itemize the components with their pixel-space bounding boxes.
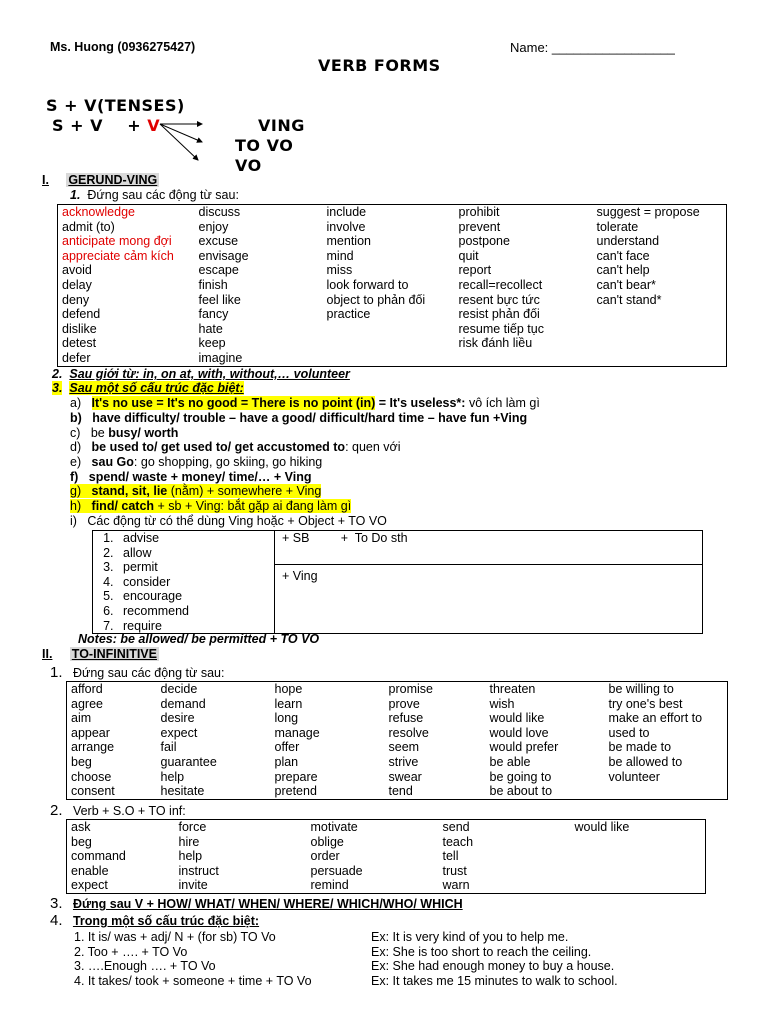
table-cell: oblige	[310, 834, 344, 849]
s2-sub2-number: 2.	[50, 802, 63, 819]
structure-pattern: 2. Too + …. + TO Vo	[74, 944, 188, 959]
g-bold: stand, sit, lie	[91, 484, 168, 498]
pattern-divider	[275, 564, 702, 565]
branch-vo: VO	[235, 156, 262, 175]
s2-sub4-number: 4.	[50, 912, 63, 929]
structure-example: Ex: It takes me 15 minutes to walk to school.	[371, 973, 618, 988]
table-cell: instruct	[178, 863, 219, 878]
table-cell	[323, 322, 455, 337]
table-cell: consent	[71, 784, 115, 799]
table-cell: remind	[310, 878, 349, 893]
table-cell: wish	[489, 696, 515, 711]
sub3-number: 3.	[52, 381, 63, 395]
table-cell: hate	[198, 321, 223, 336]
section-2-title: TO-INFINITIVE	[71, 647, 157, 661]
table-cell: be made to	[608, 740, 672, 755]
formula-second-verb: V	[147, 116, 161, 135]
h-bold: find/ catch	[91, 499, 155, 513]
table-cell: afford	[71, 682, 103, 696]
i-text: Các động từ có thể dùng Ving hoặc + Object + TO VO	[87, 514, 387, 528]
gerund-table-row	[58, 336, 727, 351]
table-cell: seem	[388, 740, 420, 755]
table-cell: beg	[71, 834, 92, 849]
table-cell: avoid	[62, 263, 92, 278]
branch-ving: VING	[258, 116, 305, 135]
table-cell: aim	[71, 711, 92, 726]
toinf-table-row	[67, 682, 728, 697]
table-cell: keep	[198, 336, 226, 351]
a-tail: vô ích làm gì	[465, 396, 540, 410]
table-cell: discuss	[198, 205, 241, 219]
formula-tenses: S + V(TENSES)	[46, 96, 185, 115]
toinf-table-row	[67, 726, 728, 741]
gerund-table-row	[58, 263, 727, 278]
section-2-sub2	[50, 802, 186, 819]
table-cell: demand	[160, 696, 206, 711]
table-cell: force	[178, 820, 207, 834]
table-cell	[593, 307, 727, 322]
table-cell: be going to	[489, 769, 552, 784]
table-cell	[605, 784, 728, 799]
vso-table-row	[67, 820, 706, 835]
table-cell: acknowledge	[62, 205, 135, 219]
pattern-ving: + Ving	[282, 569, 318, 583]
gerund-table-row	[58, 220, 727, 235]
section-2-number: II.	[42, 647, 53, 661]
table-cell: appear	[71, 725, 110, 740]
table-cell: send	[442, 820, 470, 834]
table-cell: understand	[596, 234, 660, 249]
section-1-title: GERUND-VING	[68, 173, 158, 187]
table-cell: delay	[62, 277, 92, 292]
table-cell: warn	[442, 878, 470, 893]
table-cell	[455, 351, 593, 366]
teacher-info: Ms. Huong (0936275427)	[50, 40, 196, 54]
table-cell: motivate	[310, 820, 358, 834]
verb7-list-item: 7. require	[117, 619, 275, 634]
table-cell: plan	[274, 754, 299, 769]
f-text: spend/ waste + money/ time/… + Ving	[88, 470, 312, 484]
table-cell: can't stand*	[596, 292, 662, 307]
table-cell: used to	[608, 725, 650, 740]
label-a: a)	[70, 396, 82, 410]
table-cell: hesitate	[160, 784, 205, 799]
table-cell: expect	[160, 725, 198, 740]
table-cell: beg	[71, 754, 92, 769]
name-field-label: Name: _________________	[510, 40, 675, 55]
table-cell: arrange	[71, 740, 115, 755]
table-cell: would love	[489, 725, 549, 740]
structure-f	[70, 470, 312, 485]
table-cell: prevent	[458, 219, 501, 234]
structure-example: Ex: It is very kind of you to help me.	[371, 930, 569, 944]
sub2-text: Sau giới từ: in, on at, with, without,… volunteer	[69, 367, 350, 381]
notes: Notes: be allowed/ be permitted + TO VO	[78, 632, 320, 646]
structure-row	[74, 945, 744, 960]
table-cell: be willing to	[608, 682, 674, 696]
table-cell: fancy	[198, 307, 229, 322]
a-highlight: It's no use = It's no good = There is no point (in)	[91, 396, 376, 410]
table-cell: can't face	[596, 248, 650, 263]
structure-c	[70, 426, 178, 441]
structure-a	[70, 396, 540, 411]
structure-pattern: 3. ….Enough …. + TO Vo	[74, 959, 216, 974]
table-cell: can't help	[596, 263, 650, 278]
s2-sub1-text: Đứng sau các động từ sau:	[72, 666, 225, 680]
b-text: have difficulty/ trouble – have a good/ difficult/hard time – have fun +Ving	[92, 411, 528, 425]
sub1-text: Đứng sau các động từ sau:	[87, 188, 239, 202]
structure-h	[70, 499, 351, 514]
structure-d	[70, 440, 401, 455]
h-tail: + sb + Ving: bắt gặp ai đang làm gì	[154, 499, 352, 513]
table-cell	[323, 351, 455, 366]
section-2-sub4	[50, 912, 259, 929]
verb7-list-item: 1. advise	[117, 531, 275, 546]
vso-table-row	[67, 878, 706, 893]
s2-sub4-text: Trong một số cấu trúc đặc biệt:	[72, 914, 260, 928]
table-cell: imagine	[198, 350, 243, 365]
structure-row	[74, 959, 744, 974]
verb-so-toinf-table	[66, 819, 706, 894]
table-cell: envisage	[198, 248, 249, 263]
verb7-list	[93, 531, 275, 633]
table-cell: prepare	[274, 769, 318, 784]
table-cell: swear	[388, 769, 422, 784]
label-e: e)	[70, 455, 82, 469]
table-cell: feel like	[198, 292, 241, 307]
toinf-table-row	[67, 770, 728, 785]
table-cell: deny	[62, 292, 90, 307]
section-2-sub3	[50, 895, 463, 912]
table-cell: enjoy	[198, 219, 229, 234]
table-cell: prove	[388, 696, 420, 711]
table-cell: defend	[62, 307, 101, 322]
verb7-list-item: 6. recommend	[117, 604, 275, 619]
sub2-number: 2.	[52, 367, 63, 381]
table-cell: guarantee	[160, 754, 217, 769]
table-cell: postpone	[458, 234, 510, 249]
table-cell: help	[160, 769, 185, 784]
formula-verb-chain	[52, 116, 160, 135]
table-cell	[593, 322, 727, 337]
table-cell: escape	[198, 263, 239, 278]
table-cell: object to phản đối	[326, 292, 426, 307]
table-cell: offer	[274, 740, 300, 755]
formula-prefix: S + V +	[52, 116, 148, 135]
table-cell: manage	[274, 725, 320, 740]
e-tail: : go shopping, go skiing, go hiking	[133, 455, 323, 469]
structure-pattern: 4. It takes/ took + someone + time + TO Vo	[74, 973, 312, 988]
table-cell: can't bear*	[596, 277, 656, 292]
structure-example: Ex: She had enough money to buy a house.	[371, 959, 615, 974]
table-cell: suggest = propose	[596, 205, 700, 219]
g-tail: (nằm) + somewhere + Ving	[167, 484, 322, 498]
section-1-sub1	[70, 188, 239, 202]
d-bold: be used to/ get used to/ get accustomed to	[91, 440, 346, 454]
table-cell: risk đánh liều	[458, 336, 533, 351]
table-cell: mind	[326, 248, 354, 263]
structure-example: Ex: She is too short to reach the ceiling.	[371, 944, 592, 959]
table-cell	[571, 835, 706, 850]
vso-table-row	[67, 864, 706, 879]
table-cell	[571, 864, 706, 879]
s2-sub3-number: 3.	[50, 895, 63, 912]
table-cell: miss	[326, 263, 353, 278]
verb7-pattern-box	[274, 530, 703, 634]
gerund-table-row	[58, 234, 727, 249]
sub3-text: Sau một số cấu trúc đặc biệt:	[69, 381, 244, 395]
table-cell: prohibit	[458, 205, 500, 219]
table-cell: practice	[326, 307, 371, 322]
table-cell: finish	[198, 277, 228, 292]
structure-row	[74, 974, 744, 989]
label-f: f)	[70, 470, 79, 484]
gerund-table-row	[58, 307, 727, 322]
table-cell: be allowed to	[608, 754, 683, 769]
table-cell: fail	[160, 740, 177, 755]
sub1-number: 1.	[70, 188, 81, 202]
gerund-table-row	[58, 322, 727, 337]
label-g: g)	[70, 484, 82, 498]
d-tail: : quen với	[345, 440, 401, 454]
table-cell: threaten	[489, 682, 536, 696]
table-cell	[593, 351, 727, 366]
s2-sub3-text: Đứng sau V + HOW/ WHAT/ WHEN/ WHERE/ WHICH/WHO/ WHICH	[72, 897, 463, 911]
table-cell: involve	[326, 219, 366, 234]
table-cell: would like	[489, 711, 545, 726]
table-cell: anticipate mong đợi	[62, 234, 172, 249]
gerund-verb-table	[57, 204, 727, 367]
structure-row	[74, 930, 744, 945]
table-cell: would prefer	[489, 740, 559, 755]
page-title: VERB FORMS	[318, 56, 441, 75]
structure-e	[70, 455, 322, 470]
gerund-table-row	[58, 351, 727, 366]
table-cell	[571, 849, 706, 864]
table-cell: admit (to)	[62, 219, 115, 234]
e-bold: sau Go	[91, 455, 134, 469]
label-i: i)	[70, 514, 77, 528]
vso-table-row	[67, 849, 706, 864]
toinf-table-row	[67, 784, 728, 799]
verb7-list-box	[92, 530, 275, 634]
table-cell: persuade	[310, 863, 363, 878]
toinf-table-row	[67, 697, 728, 712]
table-cell: dislike	[62, 321, 97, 336]
table-cell: volunteer	[608, 769, 660, 784]
table-cell: recall=recollect	[458, 277, 543, 292]
table-cell: strive	[388, 754, 419, 769]
table-cell: resent bực tức	[458, 292, 540, 307]
to-infinitive-verb-table	[66, 681, 728, 800]
toinf-table-row	[67, 755, 728, 770]
table-cell: desire	[160, 711, 195, 726]
table-cell: trust	[442, 863, 467, 878]
section-2-sub1	[50, 664, 224, 681]
table-cell: long	[274, 711, 299, 726]
label-c: c)	[70, 426, 81, 440]
c-pre: be	[90, 426, 109, 440]
table-cell: try one's best	[608, 696, 683, 711]
verb7-list-item: 5. encourage	[117, 589, 275, 604]
table-cell: be about to	[489, 784, 553, 799]
table-cell: tend	[388, 784, 413, 799]
table-cell: agree	[71, 696, 103, 711]
table-cell: appreciate cảm kích	[62, 248, 174, 263]
structures-list	[74, 930, 744, 988]
structure-b	[70, 411, 527, 426]
label-d: d)	[70, 440, 82, 454]
table-cell: invite	[178, 878, 208, 893]
gerund-table-row	[58, 249, 727, 264]
label-h: h)	[70, 499, 82, 513]
table-cell: mention	[326, 234, 371, 249]
table-cell: resist phản đối	[458, 307, 540, 322]
section-1-heading	[42, 173, 159, 187]
table-cell: learn	[274, 696, 303, 711]
pattern-sb: + SB + To Do sth	[282, 531, 408, 545]
table-cell: resolve	[388, 725, 429, 740]
table-cell: decide	[160, 682, 198, 696]
toinf-table-row	[67, 740, 728, 755]
table-cell: would like	[574, 820, 630, 834]
table-cell: enable	[71, 863, 109, 878]
table-cell: help	[178, 849, 203, 864]
table-cell: resume tiếp tục	[458, 321, 544, 336]
branch-arrows	[150, 112, 220, 164]
table-cell: be able	[489, 754, 531, 769]
verb7-list-item: 3. permit	[117, 560, 275, 575]
table-cell: quit	[458, 248, 479, 263]
gerund-table-row	[58, 278, 727, 293]
table-cell: teach	[442, 834, 474, 849]
a-mid: = It's useless*:	[375, 396, 466, 410]
table-cell: make an effort to	[608, 711, 703, 726]
section-1-sub3	[52, 381, 244, 395]
section-2-heading	[42, 647, 159, 661]
toinf-table-row	[67, 711, 728, 726]
c-bold: busy/ worth	[108, 426, 179, 440]
branch-to-vo: TO VO	[235, 136, 294, 155]
verb7-list-item: 4. consider	[117, 575, 275, 590]
table-cell	[593, 336, 727, 351]
table-cell: pretend	[274, 784, 317, 799]
structure-pattern: 1. It is/ was + adj/ N + (for sb) TO Vo	[74, 930, 276, 944]
table-cell: include	[326, 205, 367, 219]
s2-sub1-number: 1.	[50, 664, 63, 681]
table-cell: command	[71, 849, 126, 864]
table-cell: defer	[62, 350, 91, 365]
table-cell: tell	[442, 849, 459, 864]
table-cell: ask	[71, 820, 91, 834]
table-cell	[571, 878, 706, 893]
s2-sub2-text: Verb + S.O + TO inf:	[72, 804, 186, 818]
table-cell: hire	[178, 834, 200, 849]
table-cell: order	[310, 849, 340, 864]
structure-i	[70, 514, 387, 529]
table-cell	[323, 336, 455, 351]
table-cell: promise	[388, 682, 433, 696]
table-cell: choose	[71, 769, 112, 784]
table-cell: excuse	[198, 234, 239, 249]
gerund-table-row	[58, 205, 727, 220]
table-cell: hope	[274, 682, 303, 696]
table-cell: look forward to	[326, 277, 409, 292]
label-b: b)	[70, 411, 82, 425]
vso-table-row	[67, 835, 706, 850]
gerund-table-row	[58, 293, 727, 308]
verb7-list-item: 2. allow	[117, 546, 275, 561]
table-cell: detest	[62, 336, 97, 351]
structure-g	[70, 484, 321, 499]
table-cell: report	[458, 263, 492, 278]
table-cell: expect	[71, 878, 108, 893]
section-1-sub2	[52, 367, 350, 381]
table-cell: refuse	[388, 711, 424, 726]
section-1-number: I.	[42, 173, 49, 187]
table-cell: tolerate	[596, 219, 639, 234]
